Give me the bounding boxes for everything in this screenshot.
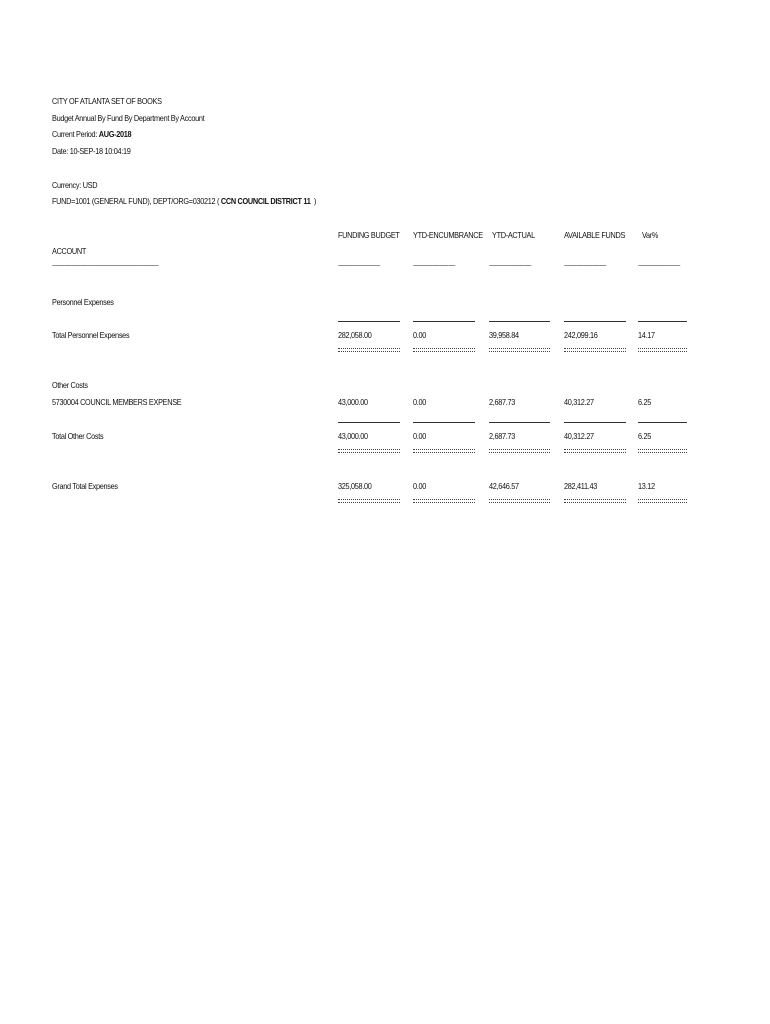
current-period-label: Current Period: xyxy=(52,129,98,139)
col-header-ytd-actual: YTD-ACTUAL xyxy=(492,230,535,240)
double-rule xyxy=(638,499,687,503)
cell-available-funds: 282,411.43 xyxy=(564,481,598,491)
row-label: Total Personnel Expenses xyxy=(52,330,130,340)
cell-var-pct: 13.12 xyxy=(638,481,655,491)
fund-suffix: ) xyxy=(313,196,317,206)
cell-var-pct: 14.17 xyxy=(638,330,655,340)
row-label: Grand Total Expenses xyxy=(52,481,118,491)
cell-ytd-actual: 2,687.73 xyxy=(489,431,516,441)
double-rule xyxy=(413,348,475,352)
double-rule xyxy=(564,449,626,453)
col-header-funding-budget: FUNDING BUDGET xyxy=(338,230,400,240)
cell-available-funds: 40,312.27 xyxy=(564,397,594,407)
double-rule xyxy=(413,499,475,503)
header-underline-ytd-encumbrance: ------------------------------ xyxy=(413,263,455,269)
double-rule xyxy=(638,348,687,352)
double-rule xyxy=(338,348,400,352)
header-underline-account: ---------------------------------------------------------------------------- xyxy=(52,263,159,269)
report-org-title: CITY OF ATLANTA SET OF BOOKS xyxy=(52,96,162,106)
subtotal-rule xyxy=(489,321,550,322)
double-rule xyxy=(564,348,626,352)
cell-ytd-encumbrance: 0.00 xyxy=(413,330,427,340)
double-rule xyxy=(338,499,400,503)
section-heading-personnel: Personnel Expenses xyxy=(52,297,114,307)
subtotal-rule xyxy=(564,422,626,423)
cell-ytd-encumbrance: 0.00 xyxy=(413,431,427,441)
current-period-value: AUG-2018 xyxy=(98,129,132,139)
cell-ytd-encumbrance: 0.00 xyxy=(413,481,427,491)
subtotal-rule xyxy=(338,422,400,423)
section-heading-other-costs: Other Costs xyxy=(52,380,88,390)
cell-funding-budget: 43,000.00 xyxy=(338,397,368,407)
fund-dept-name: CCN COUNCIL DISTRICT 11 xyxy=(220,196,311,206)
double-rule xyxy=(564,499,626,503)
cell-funding-budget: 282,058.00 xyxy=(338,330,372,340)
cell-ytd-encumbrance: 0.00 xyxy=(413,397,427,407)
double-rule xyxy=(413,449,475,453)
fund-prefix: FUND=1001 (GENERAL FUND), DEPT/ORG=030212 ( xyxy=(52,196,220,206)
double-rule xyxy=(489,449,550,453)
col-header-var-pct: Var% xyxy=(642,230,659,240)
report-name: Budget Annual By Fund By Department By Account xyxy=(52,113,205,123)
row-label: 5730004 COUNCIL MEMBERS EXPENSE xyxy=(52,397,182,407)
double-rule xyxy=(489,499,550,503)
current-period xyxy=(52,129,131,140)
subtotal-rule xyxy=(638,422,687,423)
subtotal-rule xyxy=(638,321,687,322)
row-label: Total Other Costs xyxy=(52,431,104,441)
subtotal-rule xyxy=(413,422,475,423)
header-underline-ytd-actual: ------------------------------ xyxy=(489,263,531,269)
col-header-available-funds: AVAILABLE FUNDS xyxy=(564,230,626,240)
subtotal-rule xyxy=(489,422,550,423)
col-header-ytd-encumbrance: YTD-ENCUMBRANCE xyxy=(413,230,483,240)
header-underline-available-funds: ------------------------------ xyxy=(564,263,606,269)
cell-available-funds: 40,312.27 xyxy=(564,431,594,441)
header-underline-var-pct: ------------------------------ xyxy=(638,263,680,269)
currency: Currency: USD xyxy=(52,180,98,190)
cell-ytd-actual: 42,646.57 xyxy=(489,481,519,491)
cell-var-pct: 6.25 xyxy=(638,431,652,441)
fund-dept-line xyxy=(52,196,316,207)
subtotal-rule xyxy=(564,321,626,322)
double-rule xyxy=(489,348,550,352)
report-date: Date: 10-SEP-18 10:04:19 xyxy=(52,146,131,156)
cell-funding-budget: 43,000.00 xyxy=(338,431,368,441)
header-underline-funding-budget: ------------------------------ xyxy=(338,263,380,269)
subtotal-rule xyxy=(413,321,475,322)
col-header-account: ACCOUNT xyxy=(52,246,87,256)
double-rule xyxy=(638,449,687,453)
cell-var-pct: 6.25 xyxy=(638,397,652,407)
double-rule xyxy=(338,449,400,453)
cell-available-funds: 242,099.16 xyxy=(564,330,598,340)
subtotal-rule xyxy=(338,321,400,322)
cell-funding-budget: 325,058.00 xyxy=(338,481,372,491)
cell-ytd-actual: 39,958.84 xyxy=(489,330,519,340)
cell-ytd-actual: 2,687.73 xyxy=(489,397,516,407)
